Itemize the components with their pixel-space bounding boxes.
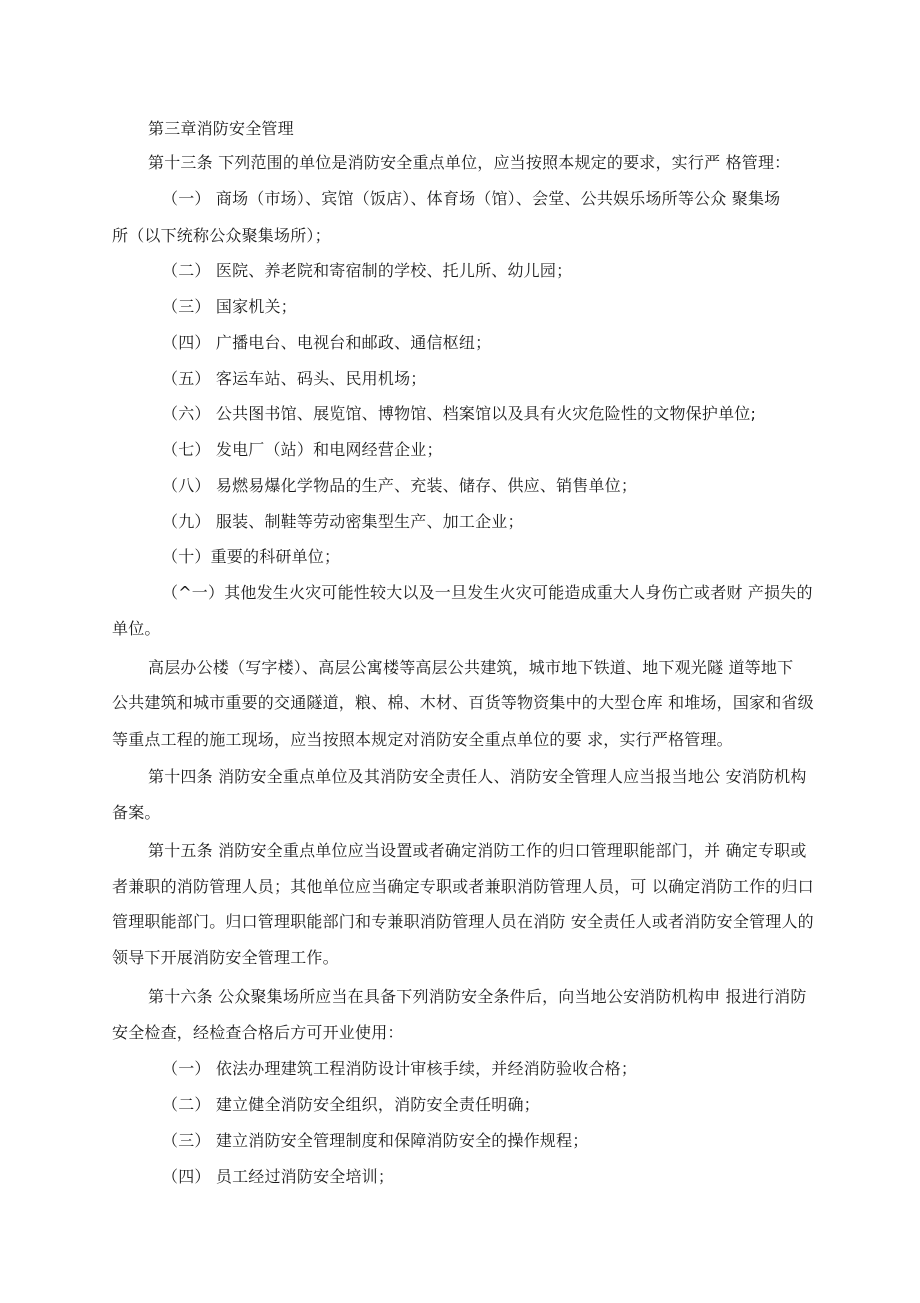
article-13-item-8: （八） 易燃易爆化学物品的生产、充装、储存、供应、销售单位； <box>162 476 638 495</box>
article-13-item-2: （二） 医院、养老院和寄宿制的学校、托儿所、幼儿园； <box>162 261 573 280</box>
article-15-line-1: 第十五条 消防安全重点单位应当设置或者确定消防工作的归口管理职能部门，并 确定专职或 <box>148 841 807 860</box>
article-13-paragraph-line-1: 高层办公楼（写字楼）、高层公寓楼等高层公共建筑，城市地下铁道、地下观光隧 道等地下 <box>148 658 794 677</box>
article-13-item-1-cont: 所（以下统称公众聚集场所）； <box>112 226 331 245</box>
article-13-item-6: （六） 公共图书馆、展览馆、博物馆、档案馆以及具有火灾危险性的文物保护单位; <box>162 404 757 423</box>
article-16-line-1: 第十六条 公众聚集场所应当在具备下列消防安全条件后，向当地公安消防机构申 报进行消防 <box>148 987 807 1006</box>
article-13-item-5: （五） 客运车站、码头、民用机场； <box>162 369 427 388</box>
article-16-line-2: 安全检查，经检查合格后方可开业使用： <box>112 1023 404 1042</box>
chapter-title: 第三章消防安全管理 <box>148 119 294 138</box>
article-16-item-2: （二） 建立健全消防安全组织，消防安全责任明确； <box>162 1095 540 1114</box>
article-13-item-11: （^一）其他发生火灾可能性较大以及一旦发生火灾可能造成重大人身伤亡或者财 产损失的 <box>162 583 813 602</box>
article-14-line-1: 第十四条 消防安全重点单位及其消防安全责任人、消防安全管理人应当报当地公 安消防机构 <box>148 767 807 786</box>
article-13-item-9: （九） 服装、制鞋等劳动密集型生产、加工企业； <box>162 512 524 531</box>
article-15-line-4: 领导下开展消防安全管理工作。 <box>112 948 339 967</box>
article-13-paragraph-line-3: 等重点工程的施工现场，应当按照本规定对消防安全重点单位的要 求，实行严格管理。 <box>112 730 733 749</box>
article-16-item-1: （一） 依法办理建筑工程消防设计审核手续，并经消防验收合格； <box>162 1059 638 1078</box>
article-13-item-10: （十）重要的科研单位； <box>162 547 341 566</box>
article-15-line-3: 管理职能部门。归口管理职能部门和专兼职消防管理人员在消防 安全责任人或者消防安全管理人的 <box>112 912 814 931</box>
article-13-heading: 第十三条 下列范围的单位是消防安全重点单位，应当按照本规定的要求，实行严 格管理： <box>148 153 791 172</box>
article-16-item-3: （三） 建立消防安全管理制度和保障消防安全的操作规程； <box>162 1131 589 1150</box>
article-13-item-1: （一） 商场（市场）、宾馆（饭店）、体育场（馆）、会堂、公共娱乐场所等公众 聚集场 <box>162 189 781 208</box>
article-15-line-2: 者兼职的消防管理人员；其他单位应当确定专职或者兼职消防管理人员，可 以确定消防工作的归口 <box>112 877 814 896</box>
article-13-paragraph-line-2: 公共建筑和城市重要的交通隧道，粮、棉、木材、百货等物资集中的大型仓库 和堆场，国家和省级 <box>112 693 814 712</box>
article-13-item-4: （四） 广播电台、电视台和邮政、通信枢纽； <box>162 333 492 352</box>
article-14-line-2: 备案。 <box>112 803 161 822</box>
article-16-item-4: （四） 员工经过消防安全培训； <box>162 1167 395 1186</box>
article-13-item-7: （七） 发电厂（站）和电网经营企业； <box>162 440 443 459</box>
article-13-item-11-cont: 单位。 <box>112 619 161 638</box>
article-13-item-3: （三） 国家机关； <box>162 297 297 316</box>
